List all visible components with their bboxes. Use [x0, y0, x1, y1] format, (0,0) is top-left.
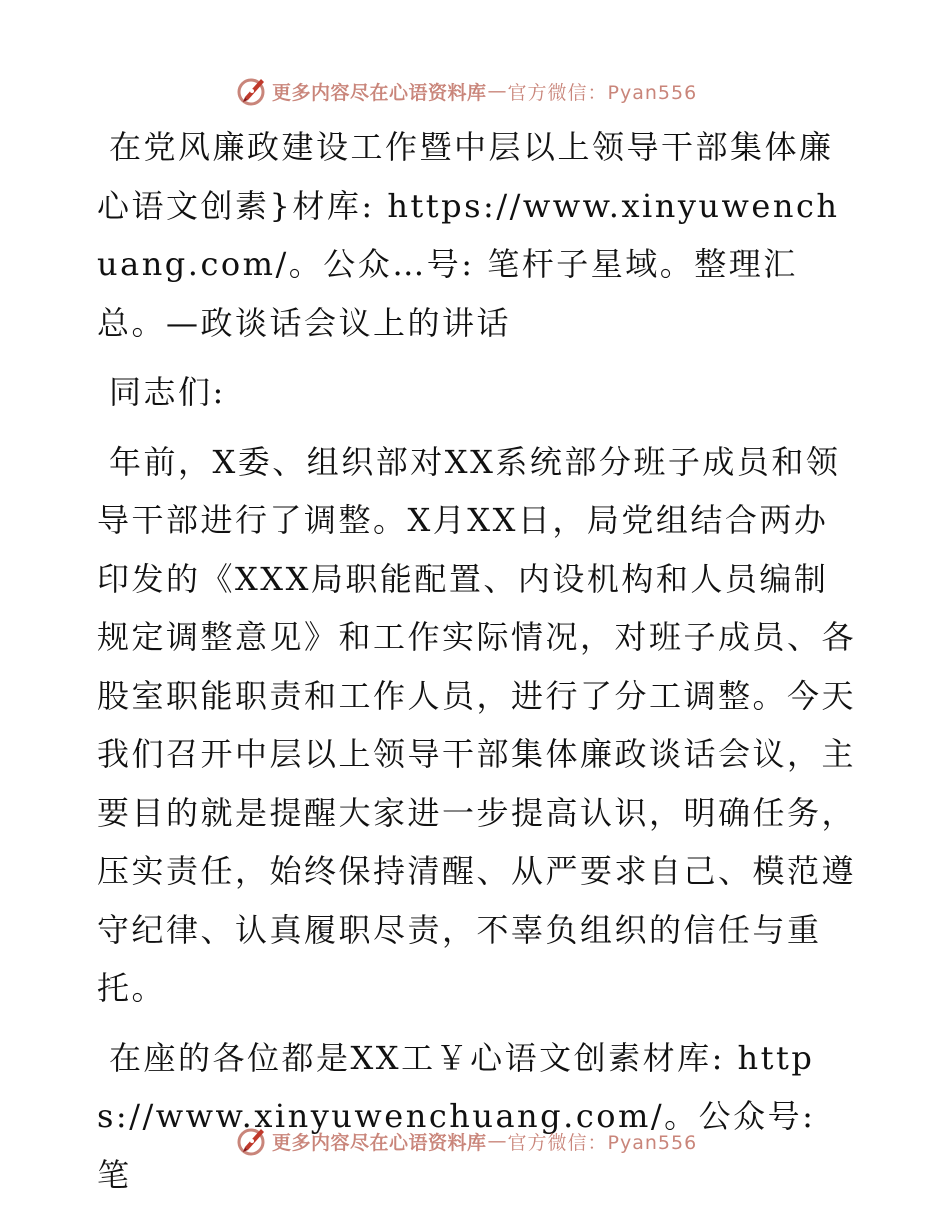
watermark-wechat: 官方微信：Pyan556 — [507, 81, 698, 104]
document-body — [97, 118, 857, 1215]
header-watermark — [236, 74, 716, 108]
salutation-paragraph: 同志们: — [109, 373, 226, 411]
watermark-wechat: 官方微信：Pyan556 — [507, 1131, 698, 1154]
document-title-paragraph: 在党风廉政建设工作暨中层以上领导干部集体廉心语文创素}材库: https://www.xinyuwenchuang.com/。公众…号: 笔杆子星域。整理汇总。—政谈话会议上的讲话 — [97, 128, 840, 342]
body-paragraph: 在座的各位都是XX工￥心语文创素材库: https://www.xinyuwenchuang.com/。公众号: 笔 — [97, 1038, 816, 1194]
feather-pen-circle-icon — [236, 75, 268, 107]
footer-watermark — [236, 1124, 716, 1158]
body-paragraph: 年前，X委、组织部对XX系统部分班子成员和领导干部进行了调整。X月XX日，局党组结合两办印发的《XXX局职能配置、内设机构和人员编制规定调整意见》和工作实际情况，对班子成员、各股室职能职责和工作人员，进行了分工调整。今天我们召开中层以上领导干部集体廉政谈话会议，主要目的就是提醒大家进一步提高认识，明确任务，压实责任，始终保持清醒、从严要求自己、模范遵守纪律、认真履职尽责，不辜负组织的信任与重托。 — [97, 442, 857, 1007]
watermark-text: 更多内容尽在心语资料库 — [272, 81, 487, 104]
watermark-separator: — — [487, 80, 507, 102]
watermark-separator: — — [487, 1130, 507, 1152]
watermark-text: 更多内容尽在心语资料库 — [272, 1131, 487, 1154]
feather-pen-circle-icon — [236, 1125, 268, 1157]
